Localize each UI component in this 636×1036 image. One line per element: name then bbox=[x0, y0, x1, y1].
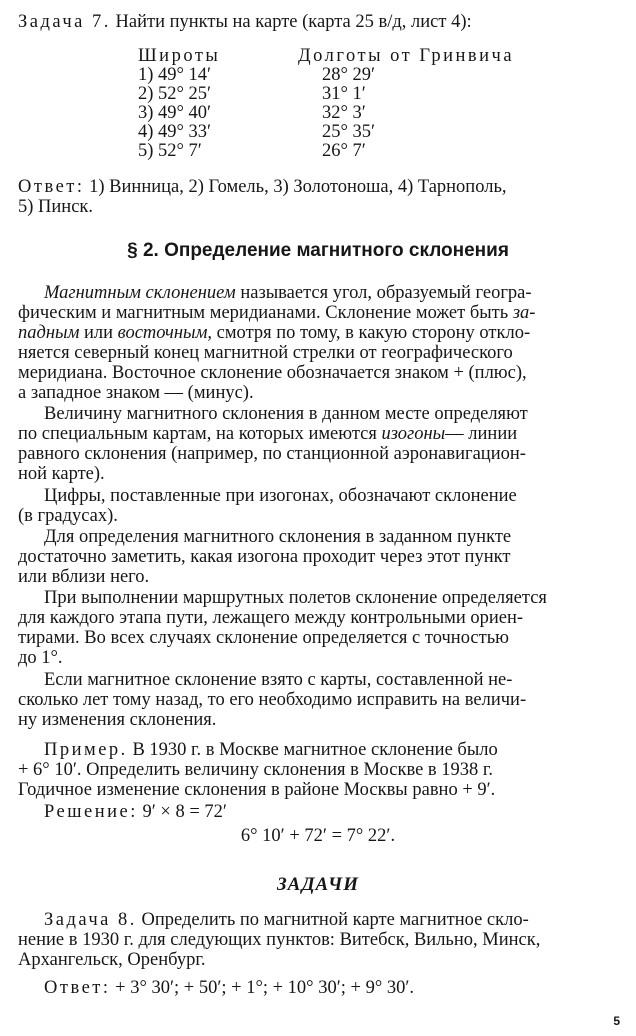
solution-result: 6° 10′ + 72′ = 7° 22′. bbox=[240, 826, 396, 846]
latitude-value: 3) 49° 40′ bbox=[138, 103, 212, 123]
paragraph-definition: Магнитным склонением называется угол, образуемый геогра- фическим и магнитным меридианами. Склонение может быть за- падным или восточным, смотря по тому, в какую сторону откло- няется северный конец магнитной стрелки от географического меридиана. Восточное склонение обозначается знаком + (плюс), а западное знаком — (минус). bbox=[18, 283, 536, 403]
section-heading: § 2. Определение магнитного склонения bbox=[127, 240, 509, 261]
header-longitudes: Долготы от Гринвича bbox=[298, 46, 515, 66]
table-row bbox=[138, 123, 578, 142]
answer-label: Ответ: bbox=[44, 978, 111, 998]
table-row bbox=[138, 142, 578, 161]
coordinates-table bbox=[138, 47, 578, 161]
longitude-value: 25° 35′ bbox=[322, 122, 376, 142]
longitude-value: 28° 29′ bbox=[322, 65, 376, 85]
task8-label: Задача 8. bbox=[44, 910, 137, 930]
solution-label: Решение: bbox=[44, 802, 138, 822]
page-number: 5 bbox=[613, 1014, 620, 1028]
latitude-value: 1) 49° 14′ bbox=[138, 65, 212, 85]
paragraph-figures: Цифры, поставленные при изогонах, обозначают склонение (в градусах). bbox=[18, 486, 517, 526]
paragraph-route: При выполнении маршрутных полетов склонение определяется для каждого этапа пути, лежащего между контрольными ориен- тирами. Во всех случаях склонение определяется с точностью до 1°. bbox=[18, 588, 547, 668]
longitude-value: 32° 3′ bbox=[322, 103, 366, 123]
coordinates-header bbox=[138, 47, 578, 66]
task7-answer: Ответ: 1) Винница, 2) Гомель, 3) Золотоноша, 4) Тарнополь, 5) Пинск. bbox=[18, 177, 507, 217]
table-row bbox=[138, 66, 578, 85]
longitude-value: 31° 1′ bbox=[322, 84, 366, 104]
tasks-heading: ЗАДАЧИ bbox=[276, 874, 360, 895]
longitude-value: 26° 7′ bbox=[322, 141, 366, 161]
paragraph-point: Для определения магнитного склонения в заданном пункте достаточно заметить, какая изогона проходит через этот пункт или вблизи него. bbox=[18, 527, 512, 587]
example-label: Пример. bbox=[44, 740, 128, 760]
task8-answer: Ответ: + 3° 30′; + 50′; + 1°; + 10° 30′; + 9° 30′. bbox=[44, 978, 415, 998]
latitude-value: 4) 49° 33′ bbox=[138, 122, 212, 142]
solution-line: Решение: 9′ × 8 = 72′ bbox=[44, 802, 227, 822]
task7-label: Задача 7. bbox=[18, 12, 111, 32]
table-row bbox=[138, 85, 578, 104]
latitude-value: 2) 52° 25′ bbox=[138, 84, 212, 104]
paragraph-correction: Если магнитное склонение взято с карты, составленной не- сколько лет тому назад, то его необходимо исправить на величи- ну изменения склонения. bbox=[18, 670, 527, 730]
task8-statement: Задача 8. Определить по магнитной карте магнитное скло- нение в 1930 г. для следующих пунктов: Витебск, Вильно, Минск, Архангельск, Оренбург. bbox=[18, 910, 541, 970]
latitude-value: 5) 52° 7′ bbox=[138, 141, 202, 161]
paragraph-isogons: Величину магнитного склонения в данном месте определяют по специальным картам, на которых имеются изогоны— линии равного склонения (например, по станционной аэронавигацион- ной карте). bbox=[18, 404, 528, 484]
answer-label: Ответ: bbox=[18, 177, 85, 197]
task7-statement: Задача 7. Найти пункты на карте (карта 25 в/д, лист 4): bbox=[18, 12, 472, 32]
header-latitudes: Широты bbox=[138, 46, 221, 66]
table-row bbox=[138, 104, 578, 123]
example-block: Пример. В 1930 г. в Москве магнитное склонение было + 6° 10′. Определить величину склонения в Москве в 1938 г. Годичное изменение склонения в районе Москвы равно + 9′. bbox=[18, 740, 498, 800]
